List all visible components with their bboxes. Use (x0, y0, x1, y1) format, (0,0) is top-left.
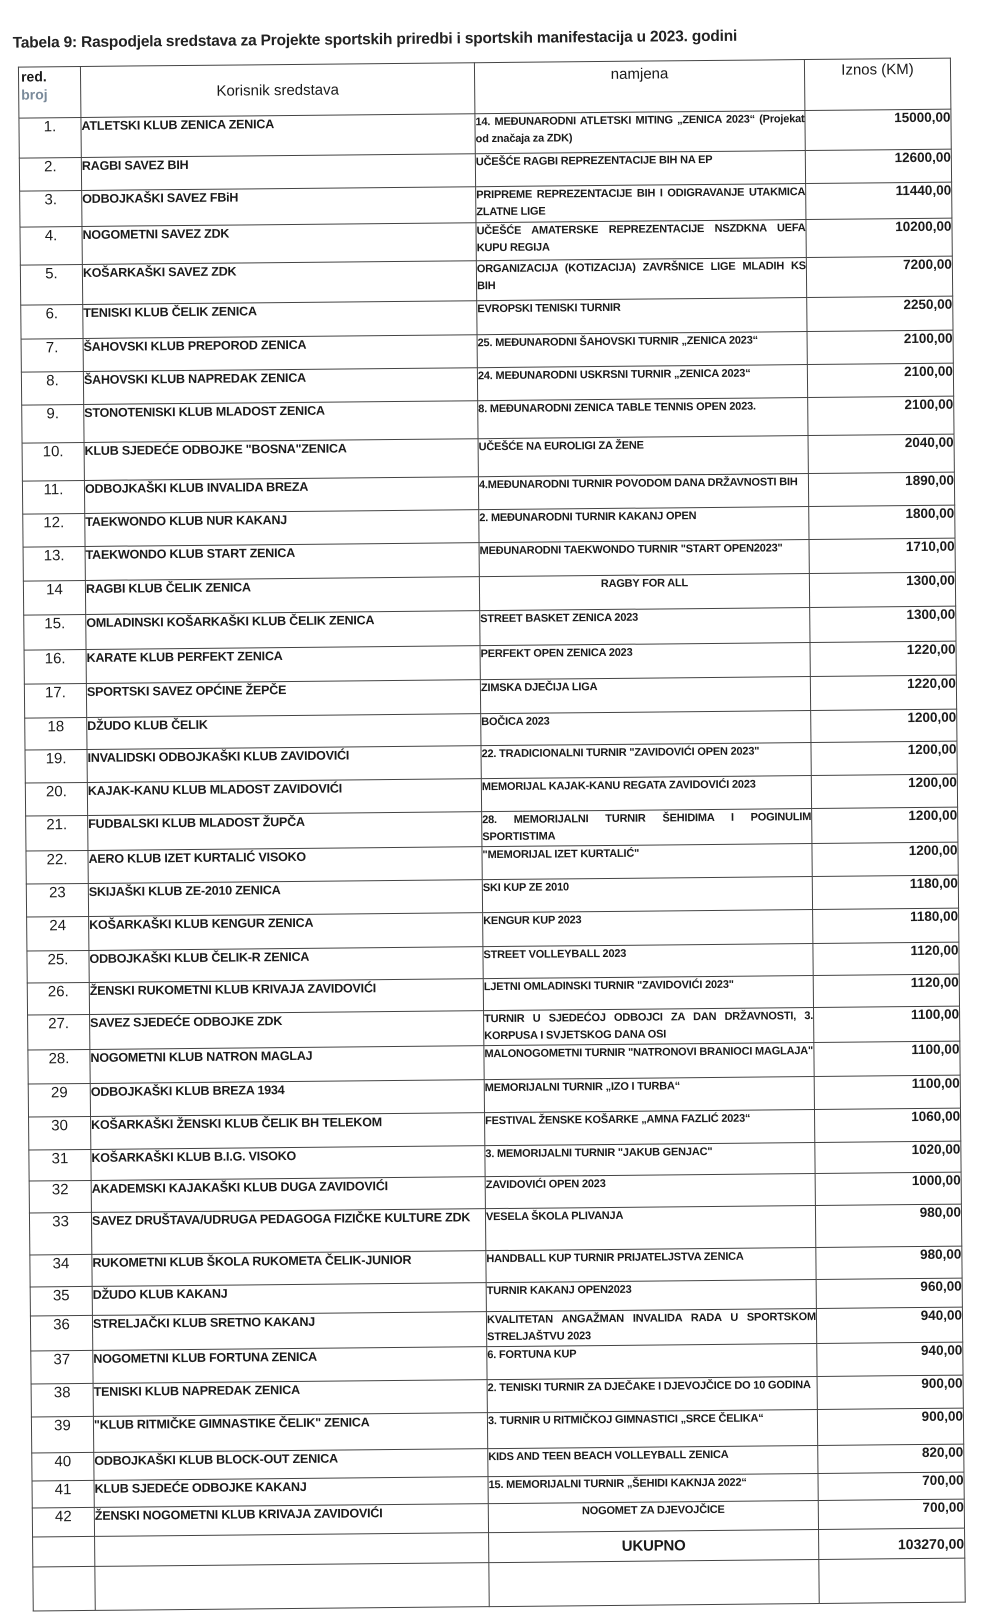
purpose: 14. MEĐUNARODNI ATLETSKI MITING „ZENICA 2023“ (Projekat od značaja za ZDK) (475, 111, 805, 154)
beneficiary-name: INVALIDSKI ODBOJKAŠKI KLUB ZAVIDOVIĆI (87, 746, 481, 783)
purpose: 15. MEMORIJALNI TURNIR „ŠEHIDI KAKNJA 2022“ (488, 1473, 818, 1503)
beneficiary-name: KAJAK-KANU KLUB MLADOST ZAVIDOVIĆI (87, 779, 481, 816)
amount: 1060,00 (814, 1108, 960, 1142)
purpose: 28. MEMORIJALNI TURNIR ŠEHIDIMA I POGINULIM SPORTISTIMA (482, 809, 812, 847)
amount: 1100,00 (814, 1041, 960, 1076)
total-empty-number (33, 1536, 95, 1567)
beneficiary-name: KOŠARKAŠKI KLUB B.I.G. VISOKO (91, 1146, 485, 1181)
beneficiary-name: TENISKI KLUB ČELIK ZENICA (83, 301, 477, 339)
amount: 15000,00 (805, 109, 951, 150)
purpose: UČEŠĆE AMATERSKE REPREZENTACIJE NSZDKNA UEFA KUPU REGIJA (476, 220, 806, 261)
row-number: 26. (27, 982, 89, 1015)
beneficiary-name: KLUB SJEDEĆE ODBOJKE KAKANJ (94, 1477, 488, 1508)
row-number: 19. (25, 749, 87, 783)
amount: 1000,00 (815, 1172, 961, 1205)
purpose: MALONOGOMETNI TURNIR "NATRONOVI BRANIOCI MAGLAJA" (484, 1042, 814, 1079)
purpose: ZIMSKA DJEČIJA LIGA (480, 677, 810, 714)
row-number: 13. (23, 546, 85, 581)
amount: 900,00 (817, 1408, 963, 1445)
header-purpose: namjena (474, 60, 804, 114)
empty-cell (489, 1559, 819, 1606)
header-amount: Iznos (KM) (804, 58, 950, 110)
beneficiary-name: "KLUB RITMIČKE GIMNASTIKE ČELIK" ZENICA (93, 1413, 487, 1453)
row-number: 15. (24, 614, 86, 650)
beneficiary-name: NOGOMETNI KLUB FORTUNA ZENICA (93, 1347, 487, 1384)
empty-cell (95, 1563, 489, 1611)
header-row-number (18, 66, 80, 118)
row-number: 29 (28, 1083, 90, 1117)
purpose: 8. MEĐUNARODNI ZENICA TABLE TENNIS OPEN 2023. (478, 398, 808, 439)
beneficiary-name: ODBOJKAŠKI KLUB ČELIK-R ZENICA (89, 947, 483, 983)
row-number: 36 (30, 1315, 92, 1351)
purpose: 25. MEĐUNARODNI ŠAHOVSKI TURNIR „ZENICA 2023“ (477, 332, 807, 368)
row-number: 24 (27, 916, 89, 951)
purpose: STREET BASKET ZENICA 2023 (480, 608, 810, 646)
purpose: ORGANIZACIJA (KOTIZACIJA) ZAVRŠNICE LIGE MLADIH KS BIH (476, 258, 806, 301)
purpose: HANDBALL KUP TURNIR PRIJATELJSTVA ZENICA (486, 1247, 816, 1282)
beneficiary-name: NOGOMETNI KLUB NATRON MAGLAJ (90, 1046, 484, 1084)
row-number: 2. (19, 157, 81, 191)
purpose: PRIPREME REPREZENTACIJE BIH I ODIGRAVANJE UTAKMICA ZLATNE LIGE (476, 184, 806, 223)
purpose: "MEMORIJAL IZET KURTALIĆ" (482, 844, 812, 880)
amount: 1200,00 (811, 741, 957, 775)
amount: 1890,00 (808, 472, 954, 506)
row-number: 28. (28, 1049, 90, 1084)
row-number: 34 (30, 1254, 92, 1287)
beneficiary-name: RAGBI SAVEZ BIH (81, 154, 475, 191)
row-number: 41 (32, 1480, 94, 1508)
header-beneficiary: Korisnik sredstava (80, 63, 474, 118)
amount: 2100,00 (807, 363, 953, 397)
row-number: 40 (32, 1452, 94, 1481)
purpose: UČEŠĆE NA EUROLIGI ZA ŽENE (478, 436, 808, 477)
row-number: 42 (32, 1507, 94, 1537)
row-number: 11. (22, 480, 84, 514)
amount: 2250,00 (807, 296, 953, 331)
row-number: 35 (30, 1286, 92, 1316)
beneficiary-name: ŽENSKI NOGOMETNI KLUB KRIVAJA ZAVIDOVIĆI (94, 1504, 488, 1537)
row-number: 7. (21, 338, 83, 372)
amount: 940,00 (817, 1342, 963, 1376)
beneficiary-name: KARATE KLUB PERFEKT ZENICA (86, 646, 480, 684)
beneficiary-name: SPORTSKI SAVEZ OPĆINE ŽEPČE (86, 680, 480, 718)
purpose: 2. MEĐUNARODNI TURNIR KAKANJ OPEN (479, 507, 809, 543)
purpose: MEMORIJAL KAJAK-KANU REGATA ZAVIDOVIĆI 2023 (481, 776, 811, 812)
amount: 2100,00 (808, 396, 954, 435)
amount: 1200,00 (811, 774, 957, 808)
row-number: 39 (31, 1416, 93, 1453)
amount: 1120,00 (813, 974, 959, 1007)
purpose: 3. TURNIR U RITMIČKOJ GIMNASTICI „SRCE ČELIKA“ (487, 1409, 817, 1448)
purpose: 2. TENISKI TURNIR ZA DJEČAKE I DJEVOJČICE DO 10 GODINA (487, 1376, 817, 1412)
purpose: RAGBY FOR ALL (479, 574, 809, 611)
purpose: 24. MEĐUNARODNI USKRSNI TURNIR „ZENICA 2023“ (477, 365, 807, 401)
purpose: BOČICA 2023 (481, 711, 811, 746)
empty-cell (819, 1558, 965, 1603)
beneficiary-name: AERO KLUB IZET KURTALIĆ VISOKO (88, 847, 482, 884)
beneficiary-name: SAVEZ DRUŠTAVA/UDRUGA PEDAGOGA FIZIČKE KULTURE ZDK (91, 1209, 485, 1255)
allocation-table (18, 58, 966, 1612)
amount: 1710,00 (809, 538, 955, 573)
amount: 1300,00 (809, 572, 955, 607)
purpose: KVALITETAN ANGAŽMAN INVALIDA RADA U SPORTSKOM STRELJAŠTVU 2023 (486, 1308, 816, 1346)
beneficiary-name: ŠAHOVSKI KLUB PREPOROD ZENICA (83, 335, 477, 372)
amount: 1220,00 (810, 675, 956, 710)
row-number: 38 (31, 1383, 93, 1417)
purpose: 6. FORTUNA KUP (487, 1343, 817, 1379)
beneficiary-name: ŽENSKI RUKOMETNI KLUB KRIVAJA ZAVIDOVIĆI (89, 979, 483, 1015)
row-number: 12. (23, 513, 85, 547)
header-row-number-line2: broj (21, 86, 48, 103)
beneficiary-name: DŽUDO KLUB KAKANJ (92, 1283, 486, 1316)
amount: 980,00 (815, 1204, 961, 1247)
beneficiary-name: KOŠARKAŠKI KLUB KENGUR ZENICA (89, 913, 483, 951)
amount: 1120,00 (813, 942, 959, 975)
amount: 820,00 (818, 1444, 964, 1473)
beneficiary-name: KOŠARKAŠKI SAVEZ ZDK (82, 261, 476, 305)
amount: 1300,00 (810, 606, 956, 642)
amount: 11440,00 (806, 182, 952, 219)
row-number: 33 (29, 1212, 91, 1255)
row-number: 22. (26, 850, 88, 884)
beneficiary-name: TAEKWONDO KLUB START ZENICA (85, 543, 479, 581)
beneficiary-name: RAGBI KLUB ČELIK ZENICA (85, 577, 479, 615)
purpose: 3. MEMORIJALNI TURNIR "JAKUB GENJAC" (485, 1142, 815, 1176)
beneficiary-name: FUDBALSKI KLUB MLADOST ŽUPČA (88, 812, 482, 851)
row-number: 20. (25, 782, 87, 816)
amount: 1180,00 (812, 875, 958, 909)
table-title: Tabela 9: Raspodjela sredstava za Projekte sportskih priredbi i sportskih manifestacija u 2023. godini (12, 27, 738, 52)
row-number: 32 (29, 1180, 91, 1213)
beneficiary-name: KOŠARKAŠKI ŽENSKI KLUB ČELIK BH TELEKOM (91, 1113, 485, 1150)
purpose: ZAVIDOVIĆI OPEN 2023 (485, 1173, 815, 1208)
beneficiary-name: ODBOJKAŠKI KLUB BREZA 1934 (90, 1080, 484, 1117)
beneficiary-name: RUKOMETNI KLUB ŠKOLA RUKOMETA ČELIK-JUNIOR (92, 1251, 486, 1287)
row-number: 4. (20, 226, 82, 265)
row-number: 5. (20, 264, 82, 305)
beneficiary-name: SKIJAŠKI KLUB ZE-2010 ZENICA (88, 880, 482, 917)
purpose: 4.MEĐUNARODNI TURNIR POVODOM DANA DRŽAVNOSTI BIH (478, 474, 808, 510)
purpose: MEMORIJALNI TURNIR „IZO I TURBA“ (484, 1076, 814, 1112)
amount: 1100,00 (814, 1006, 960, 1042)
beneficiary-name: AKADEMSKI KAJAKAŠKI KLUB DUGA ZAVIDOVIĆI (91, 1177, 485, 1213)
row-number: 16. (24, 649, 86, 684)
beneficiary-name: ATLETSKI KLUB ZENICA ZENICA (81, 114, 475, 158)
purpose: TURNIR U SJEDEĆOJ ODBOJCI ZA DAN DRŽAVNOSTI, 3. KORPUSA I SVJETSKOG DANA OSI (484, 1008, 814, 1046)
beneficiary-name: STONOTENISKI KLUB MLADOST ZENICA (84, 401, 478, 443)
amount: 1180,00 (813, 908, 959, 943)
beneficiary-name: TAEKWONDO KLUB NUR KAKANJ (85, 510, 479, 547)
amount: 900,00 (817, 1375, 963, 1409)
purpose: KENGUR KUP 2023 (483, 910, 813, 947)
row-number: 17. (24, 683, 86, 718)
table-body (19, 109, 965, 1611)
table-header-row (18, 58, 950, 118)
purpose: MEĐUNARODNI TAEKWONDO TURNIR "START OPEN2023" (479, 540, 809, 577)
purpose: TURNIR KAKANJ OPEN2023 (486, 1279, 816, 1311)
amount: 980,00 (816, 1246, 962, 1279)
beneficiary-name: KLUB SJEDEĆE ODBOJKE "BOSNA"ZENICA (84, 439, 478, 481)
amount: 940,00 (816, 1307, 962, 1343)
row-number: 18 (25, 717, 87, 750)
purpose: NOGOMET ZA DJEVOJČICE (488, 1500, 818, 1532)
header-row-number-line1: red. (20, 68, 47, 85)
amount: 700,00 (818, 1499, 964, 1529)
amount: 960,00 (816, 1278, 962, 1308)
amount: 7200,00 (806, 256, 952, 297)
row-number: 6. (21, 304, 83, 339)
purpose: PERFEKT OPEN ZENICA 2023 (480, 643, 810, 680)
amount: 10200,00 (806, 218, 952, 257)
amount: 1200,00 (811, 709, 957, 742)
beneficiary-name: OMLADINSKI KOŠARKAŠKI KLUB ČELIK ZENICA (86, 611, 480, 650)
beneficiary-name: ODBOJKAŠKI SAVEZ FBiH (82, 187, 476, 227)
amount: 700,00 (818, 1472, 964, 1500)
purpose: 22. TRADICIONALNI TURNIR "ZAVIDOVIĆI OPEN 2023" (481, 743, 811, 779)
row-number: 27. (28, 1014, 90, 1050)
purpose: SKI KUP ZE 2010 (482, 877, 812, 913)
empty-row (33, 1558, 965, 1611)
empty-cell (33, 1566, 95, 1611)
amount: 1100,00 (814, 1075, 960, 1109)
amount: 1800,00 (809, 505, 955, 539)
row-number: 21. (26, 815, 88, 851)
row-number: 30 (29, 1116, 91, 1150)
row-number: 9. (22, 404, 84, 443)
beneficiary-name: TENISKI KLUB NAPREDAK ZENICA (93, 1380, 487, 1417)
amount: 1200,00 (812, 842, 958, 876)
purpose: FESTIVAL ŽENSKE KOŠARKE „AMNA FAZLIĆ 2023“ (485, 1109, 815, 1145)
row-number: 14 (23, 580, 85, 615)
row-number: 37 (31, 1350, 93, 1384)
purpose: KIDS AND TEEN BEACH VOLLEYBALL ZENICA (488, 1445, 818, 1476)
row-number: 23 (26, 883, 88, 917)
total-amount: 103270,00 (819, 1528, 965, 1559)
row-number: 3. (20, 190, 82, 227)
amount: 1020,00 (815, 1141, 961, 1173)
row-number: 1. (19, 117, 81, 158)
amount: 1200,00 (812, 807, 958, 843)
purpose: STREET VOLLEYBALL 2023 (483, 944, 813, 979)
amount: 12600,00 (805, 149, 951, 183)
row-number: 8. (21, 371, 83, 405)
row-number: 10. (22, 442, 84, 481)
beneficiary-name: ŠAHOVSKI KLUB NAPREDAK ZENICA (83, 368, 477, 405)
amount: 1220,00 (810, 641, 956, 676)
amount: 2040,00 (808, 434, 954, 473)
beneficiary-name: DŽUDO KLUB ČELIK (87, 714, 481, 750)
row-number: 31 (29, 1149, 91, 1181)
purpose: EVROPSKI TENISKI TURNIR (477, 298, 807, 335)
purpose: UČEŠĆE RAGBI REPREZENTACIJE BIH NA EP (475, 151, 805, 187)
row-number: 25. (27, 950, 89, 983)
purpose: LJETNI OMLADINSKI TURNIR "ZAVIDOVIĆI 2023" (483, 976, 813, 1011)
beneficiary-name: SAVEZ SJEDEĆE ODBOJKE ZDK (90, 1011, 484, 1050)
total-empty-name (95, 1533, 489, 1567)
total-label: UKUPNO (489, 1529, 819, 1562)
beneficiary-name: ODBOJKAŠKI KLUB INVALIDA BREZA (84, 477, 478, 514)
beneficiary-name: NOGOMETNI SAVEZ ZDK (82, 223, 476, 265)
purpose: VESELA ŠKOLA PLIVANJA (485, 1205, 815, 1250)
amount: 2100,00 (807, 330, 953, 364)
beneficiary-name: ODBOJKAŠKI KLUB BLOCK-OUT ZENICA (94, 1449, 488, 1481)
beneficiary-name: STRELJAČKI KLUB SRETNO KAKANJ (92, 1312, 486, 1351)
